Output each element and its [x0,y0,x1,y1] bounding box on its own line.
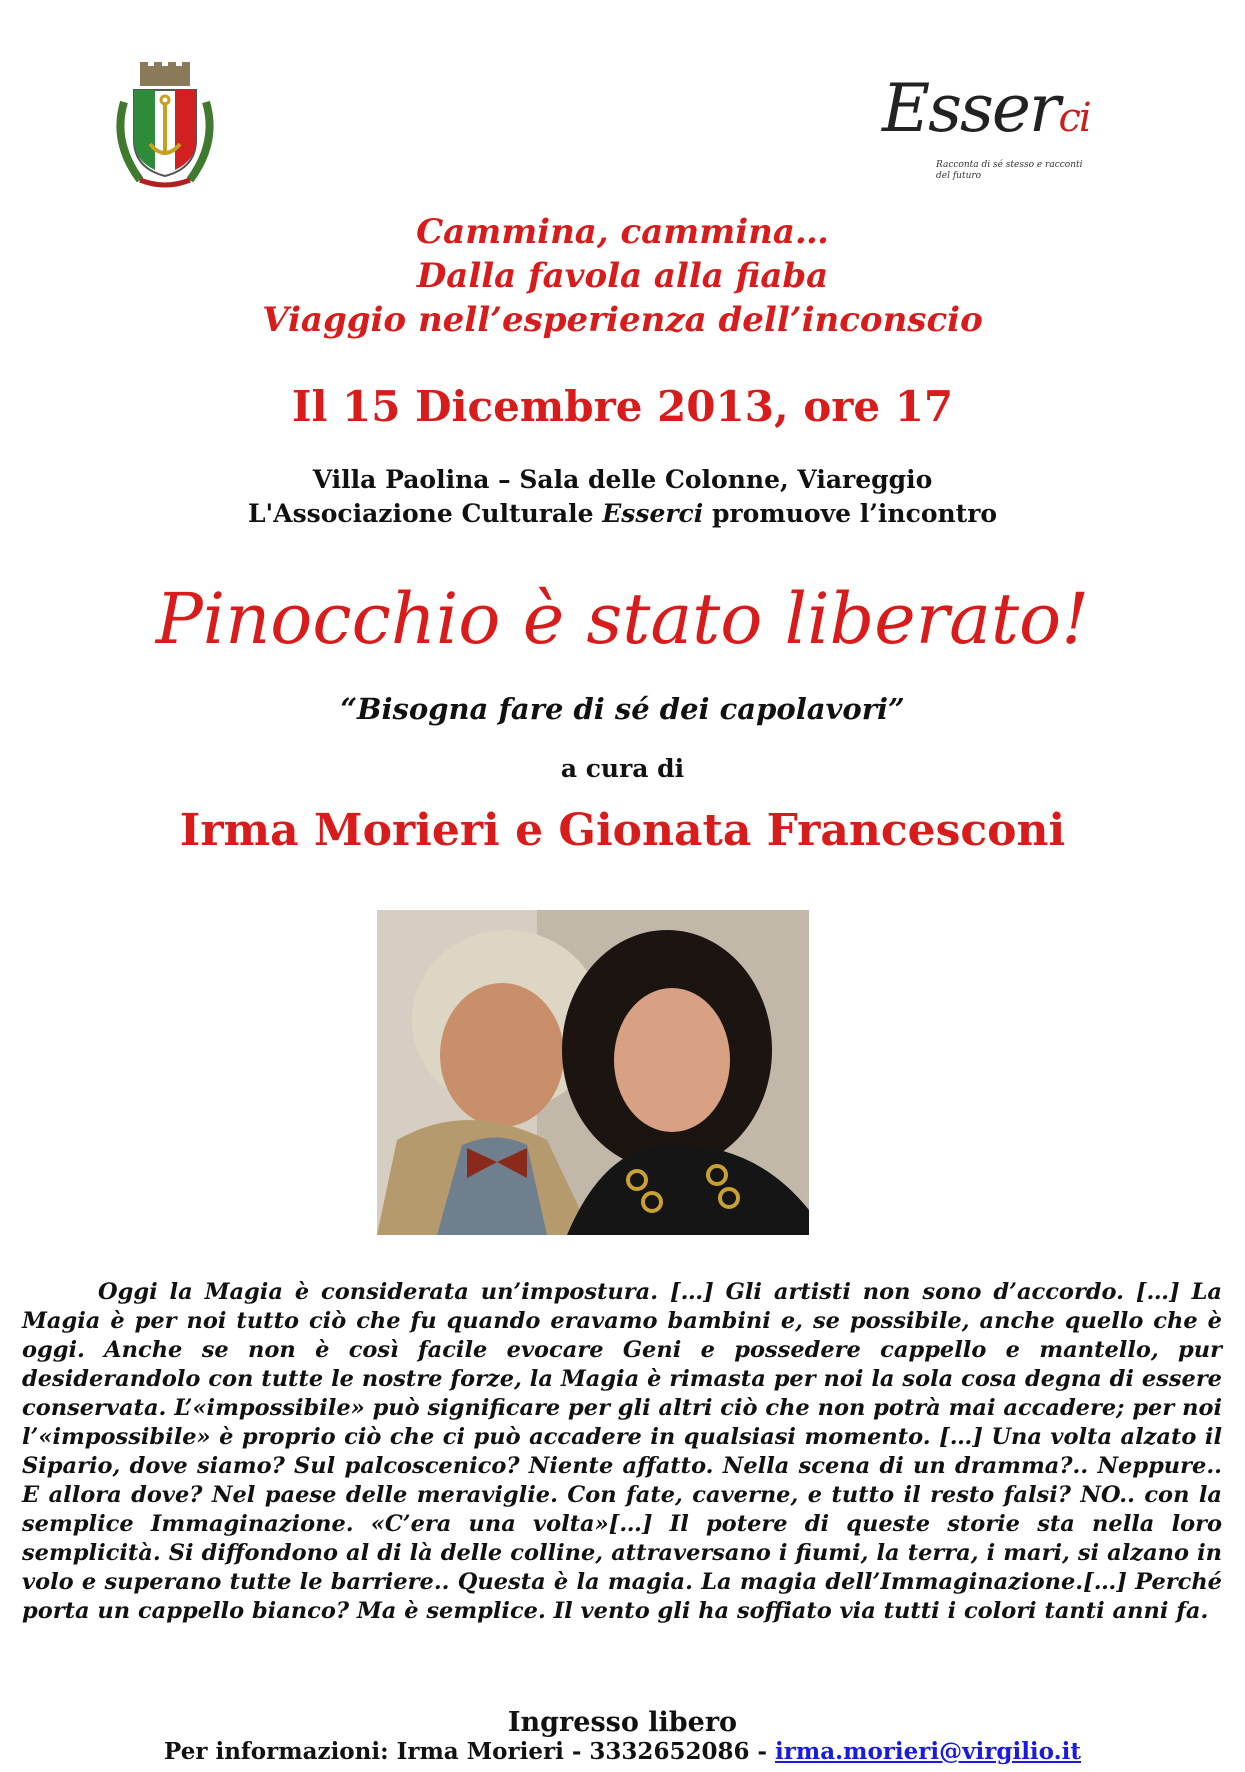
event-promoter: L'Associazione Culturale Esserci promuove l’incontro [247,499,998,528]
esserci-tagline: Racconta di sé stesso e racconti del futuro [936,160,1083,181]
subtitle-block [0,210,1245,342]
event-venue-block [0,463,1245,531]
subtitle-line-3: Viaggio nell’esperienza dell’inconscio [262,300,983,340]
subtitle-line-2: Dalla favola alla fiaba [416,256,829,296]
main-title: Pinocchio è stato liberato! [155,578,1090,660]
authors: Irma Morieri e Gionata Francesconi [179,805,1066,856]
contact-info: Per informazioni: Irma Morieri - 3332652086 - irma.morieri@virgilio.it [164,1738,1081,1765]
event-date: Il 15 Dicembre 2013, ore 17 [291,382,954,431]
esserci-logo [882,70,1092,188]
email-link[interactable]: irma.morieri@virgilio.it [775,1738,1081,1765]
subtitle-line-1: Cammina, cammina… [416,212,829,252]
authors-photo [377,910,809,1235]
coat-of-arms-logo [110,62,220,190]
esserci-wordmark: Esserci [882,70,1090,147]
event-venue: Villa Paolina – Sala delle Colonne, Viareggio [312,465,933,494]
body-paragraph: Oggi la Magia è considerata un’impostura. […] Gli artisti non sono d’accordo. […] La Magia è per noi tutto ciò che fu quando eravamo bambini e, se possibile, anche quello che è oggi. Anche se non è così facile evocare Geni e possedere cappello e mantello, pur desiderandolo con tutte le nostre forze, la Magia è rimasta per noi la sola cosa degna di essere conservata. L’«impossibile» può significare per gli altri ciò che non potrà mai accadere; per noi l’«impossibile» è proprio ciò che ci può accadere in qualsiasi momento. […] Una volta alzato il Sipario, dove siamo? Sul palcoscenico? Niente affatto. Nella scena di un dramma?.. Neppure.. E allora dove? Nel paese delle meraviglie. Con fate, caverne, e tutto il resto falsi? NO.. con la semplice Immaginazione. «C’era una volta»[…] Il potere di queste storie sta nella loro semplicità. Si diffondono al di là delle colline, attraversano i fiumi, la terra, i mari, si alzano in volo e superano tutte le barriere.. Questa è la magia. La magia dell’Immaginazione.[…] Perché porta un cappello bianco? Ma è semplice. Il vento gli ha soffiato via tutti i colori tanti anni fa. [22,1279,1222,1624]
quote: “Bisogna fare di sé dei capolavori” [340,692,905,726]
entry-info: Ingresso libero [507,1707,738,1738]
promoter-name: Esserci [602,499,704,528]
cura-label: a cura di [560,754,685,783]
